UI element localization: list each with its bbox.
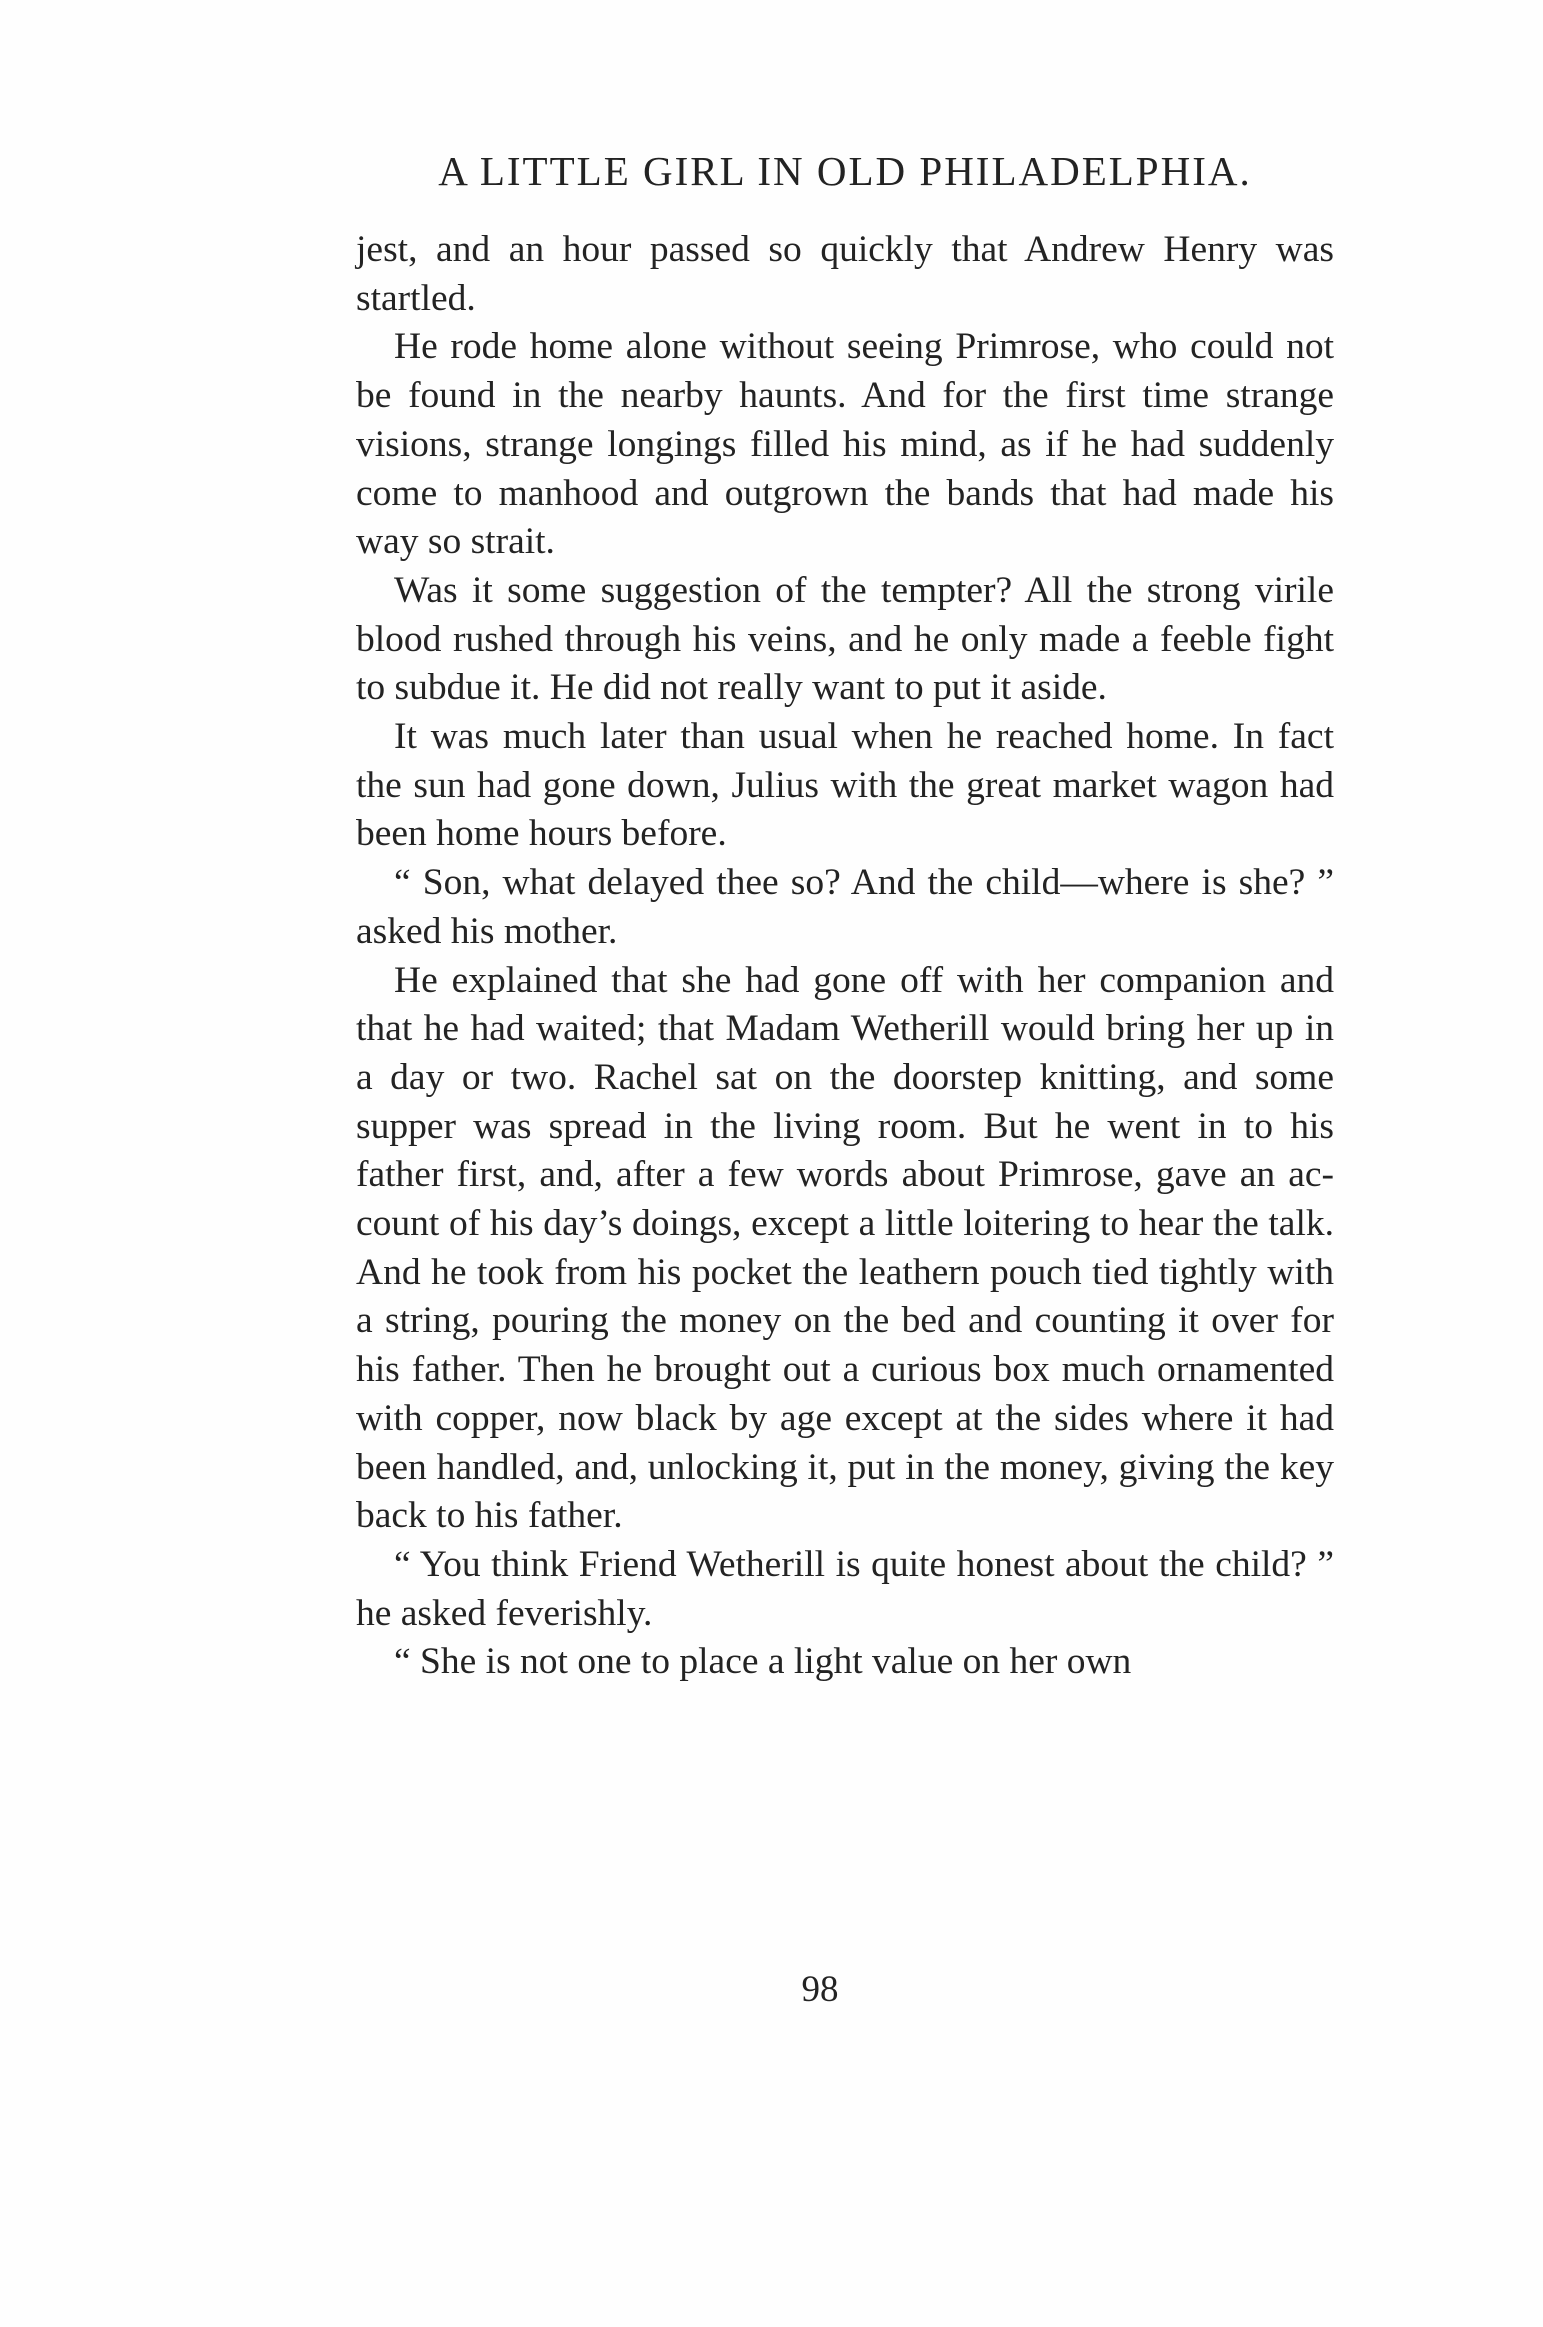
paragraph: He rode home alone without seeing Primrose, who could not be found in the nearby haunts. And for the first time strange visions, strange longings filled his mind, as if he had suddenly come to manhood and outgrown the bands that had made his way so strait. — [356, 326, 1334, 563]
paragraph-continued: jest, and an hour passed so quickly that Andrew Henry was startled. — [356, 229, 1334, 319]
paragraph: “ Son, what delayed thee so? And the child—where is she? ” asked his mother. — [356, 862, 1334, 952]
paragraph: “ She is not one to place a light value on her own — [394, 1641, 1132, 1683]
body-text — [356, 226, 1334, 1687]
paragraph: It was much later than usual when he reached home. In fact the sun had gone down, Julius with the great market wagon had been home hours before. — [356, 716, 1334, 855]
paragraph: He explained that she had gone off with her companion and that he had waited; that Madam Wetherill would bring her up in a day or two. Rachel sat on the doorstep knitting, and some supper was spread in the living room. But he went in to his father first, and, after a few words about Primrose, gave an account of his day’s doings, except a little loitering to hear the talk. And he took from his pocket the leathern pouch tied tightly with a string, pouring the money on the bed and counting it over for his father. Then he brought out a curious box much ornamented with copper, now black by age except at the sides where it had been handled, and, unlocking it, put in the money, giving the key back to his father. — [356, 959, 1334, 1537]
paragraph: “ You think Friend Wetherill is quite honest about the child? ” he asked feverishly. — [356, 1543, 1334, 1634]
page-number: 98 — [801, 1969, 839, 2010]
running-head: A LITTLE GIRL IN OLD PHILADELPHIA. — [438, 148, 1252, 194]
paragraph: Was it some suggestion of the tempter? All the strong virile blood rushed through his veins, and he only made a feeble fight to subdue it. He did not really want to put it aside. — [356, 569, 1334, 709]
